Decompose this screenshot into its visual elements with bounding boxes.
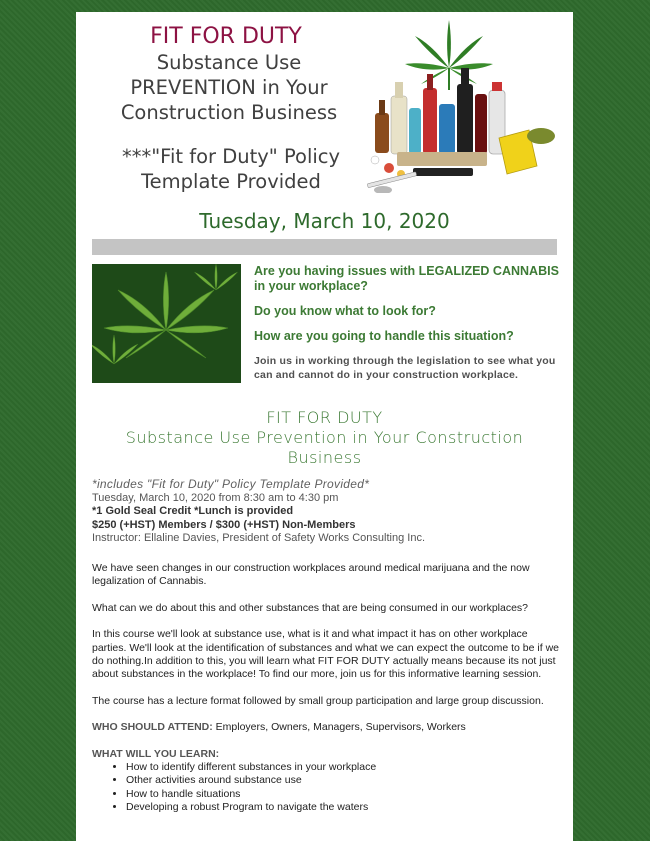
- course-heading: [96, 408, 553, 468]
- body-paragraph: What can we do about this and other substances that are being consumed in our workplaces?: [92, 601, 529, 614]
- who-value: Employers, Owners, Managers, Supervisors, Workers: [212, 721, 466, 734]
- list-item: • Other activities around substance use: [126, 774, 564, 787]
- title-line: Substance Use: [156, 51, 302, 74]
- course-details: [92, 478, 562, 546]
- hero-section: [76, 12, 573, 212]
- bottle-shape: [375, 113, 389, 153]
- title-fit-for-duty: FIT FOR DUTY: [150, 24, 302, 49]
- policy-line: ***"Fit for Duty" Policy: [121, 145, 341, 168]
- cannabis-plant-photo: [92, 264, 241, 383]
- policy-note: [86, 144, 376, 194]
- course-credit: *1 Gold Seal Credit *Lunch is provided: [92, 505, 294, 517]
- divider-bar: [92, 239, 557, 255]
- course-heading-line: Business: [287, 448, 362, 467]
- list-item: • How to identify different substances in your workplace: [126, 761, 564, 774]
- who-label: WHO SHOULD ATTEND:: [92, 721, 213, 734]
- question-text: Do you know what to look for?: [254, 304, 436, 318]
- body-paragraph: The course has a lecture format followed by small group participation and large group discussion.: [92, 694, 544, 707]
- learn-list: [92, 761, 564, 815]
- course-heading-line: Substance Use Prevention in Your Construction: [125, 428, 524, 447]
- substances-illustration: [361, 18, 561, 193]
- flyer-sheet: [76, 12, 573, 841]
- who-should-attend: [92, 721, 564, 734]
- title-line: PREVENTION in Your: [130, 76, 328, 99]
- body-paragraph: We have seen changes in our construction workplaces around medical marijuana and the now legalization of Cannabis.: [92, 562, 530, 588]
- learn-label: WHAT WILL YOU LEARN:: [92, 747, 220, 760]
- course-price: $250 (+HST) Members / $300 (+HST) Non-Members: [92, 518, 356, 531]
- course-time: Tuesday, March 10, 2020 from 8:30 am to 4:30 pm: [92, 491, 339, 504]
- list-item: • Developing a robust Program to navigate the waters: [126, 801, 564, 814]
- event-date: Tuesday, March 10, 2020: [199, 209, 450, 233]
- body-paragraph: In this course we'll look at substance use, what is it and what impact it has on other workplace parties. We'll look at the identification of substances and what we can expect the outcome to be if we do nothing.In addition to this, you will learn what FIT FOR DUTY actually means because its not just about substances in the workplace! To find our more, join us for this informative learning session.: [92, 628, 559, 681]
- course-heading-top: FIT FOR DUTY: [266, 408, 383, 427]
- title-subtitle: [84, 50, 374, 125]
- course-description: [92, 562, 564, 815]
- cannabis-leaf-icon: [405, 20, 493, 90]
- includes-note: *includes "Fit for Duty" Policy Template Provided*: [92, 477, 370, 491]
- syringe-shape: [367, 172, 416, 188]
- title-line: Construction Business: [120, 101, 338, 124]
- question-text: How are you going to handle this situation?: [254, 329, 514, 343]
- question-text: Are you having issues with LEGALIZED CANNABIS in your workplace?: [254, 264, 559, 293]
- join-text: Join us in working through the legislation to see what you can and cannot do in your construction workplace.: [254, 355, 556, 381]
- course-instructor: Instructor: Ellaline Davies, President of Safety Works Consulting Inc.: [92, 532, 425, 544]
- list-item: • How to handle situations: [126, 788, 564, 801]
- policy-line: Template Provided: [141, 170, 321, 193]
- intro-questions: [254, 264, 560, 382]
